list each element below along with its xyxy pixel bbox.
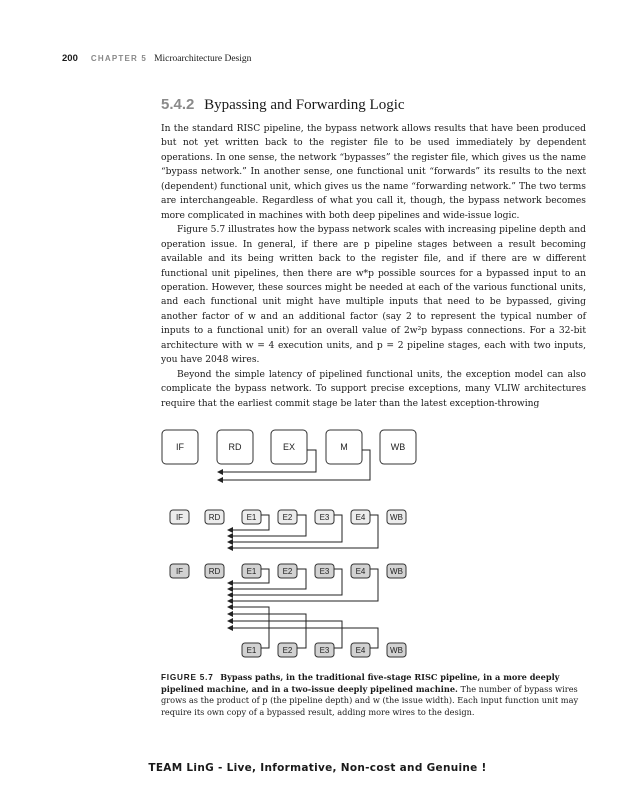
stage-c2-e2-label: E2 [282,645,293,655]
running-header [62,53,251,64]
paragraph-3: Beyond the simple latency of pipelined functional units, the exception model can also complicate the bypass network. To support precise exceptions, many VLIW architectures require that the earliest commit stage be later than the latest exception-throwing [161,369,586,409]
footer-banner: TEAM LinG - Live, Informative, Non-cost and Genuine ! [148,762,487,774]
stage-a-m-label: M [340,442,348,453]
stage-c2-e1-label: E1 [246,645,257,655]
paragraph-1: In the standard RISC pipeline, the bypass network allows results that have been produced but not yet written back to the register file to be used immediately by dependent operations. In one sense, the network “bypasses” the register file, which gives us the name “bypass network.” In another sense, one functional unit “forwards” its results to the next (dependent) functional unit, which gives us the name “forwarding network.” The two terms are interchangeable. Regardless of what you call it, though, the bypass network becomes more complicated in machines with both deep pipelines and wide-issue logic. [161,124,586,221]
stage-c2-e4-label: E4 [355,645,366,655]
paragraph-2: Figure 5.7 illustrates how the bypass network scales with increasing pipeline depth and operation issue. In general, if there are p pipeline stages between a result becoming available and its being written back to the register file, and if there are w different functional unit pipelines, then there are w*p possible sources for a bypassed input to an operation. However, these sources might be needed at each of the various functional units, and each functional unit might have multiple inputs that need to be bypassed, giving another factor of w and an additional factor (say 2 to represent the typical number of inputs to a functional unit) for an overall value of 2w²p bypass connections. For a 32-bit architecture with w = 4 execution units, and p = 2 pipeline stages, each with two inputs, you have 2048 wires. [161,225,586,366]
stage-a-rd-label: RD [228,442,242,453]
figure-5-7 [150,428,440,672]
section-heading [161,96,405,114]
figure-caption [161,672,589,718]
chapter-label: CHAPTER 5 [90,54,148,63]
section-number: 5.4.2 [161,96,195,113]
stage-b-rd-label: RD [208,512,221,522]
stage-b-e1-label: E1 [246,512,257,522]
stage-c1-e2-label: E2 [282,566,293,576]
stage-c1-e1-label: E1 [246,566,257,576]
stage-b-wb-label: WB [390,512,403,522]
stage-c2-e3-label: E3 [319,645,330,655]
stage-b-e3-label: E3 [319,512,330,522]
section-title: Bypassing and Forwarding Logic [204,97,405,113]
caption-title: Bypass paths, in the traditional five-stage RISC pipeline, in a more deeply pipelined machine, and in a two-issue deeply pipelined machine. [161,672,560,694]
stage-a-ex-label: EX [282,442,296,453]
stage-a-if-label: IF [176,442,184,453]
stage-c1-wb-label: WB [390,566,403,576]
bypass-diagram [150,428,440,668]
stage-b-if-label: IF [175,512,184,522]
stage-c1-e4-label: E4 [355,566,366,576]
stage-b-e4-label: E4 [355,512,366,522]
stage-a-wb-label: WB [390,442,406,453]
stage-c2-wb-label: WB [390,645,403,655]
stage-c1-e3-label: E3 [319,566,330,576]
stage-c1-rd-label: RD [208,566,221,576]
caption-body: The number of bypass wires grows as the product of p (the pipeline depth) and w (the issue width). Each input function unit may require its own copy of a bypassed result, adding more wires to the design. [161,683,579,717]
stage-c1-if-label: IF [175,566,184,576]
chapter-title: Microarchitecture Design [154,54,252,64]
body-text [161,122,586,411]
caption-label: FIGURE 5.7 [161,673,214,682]
page-number: 200 [62,53,78,64]
stage-b-e2-label: E2 [282,512,293,522]
